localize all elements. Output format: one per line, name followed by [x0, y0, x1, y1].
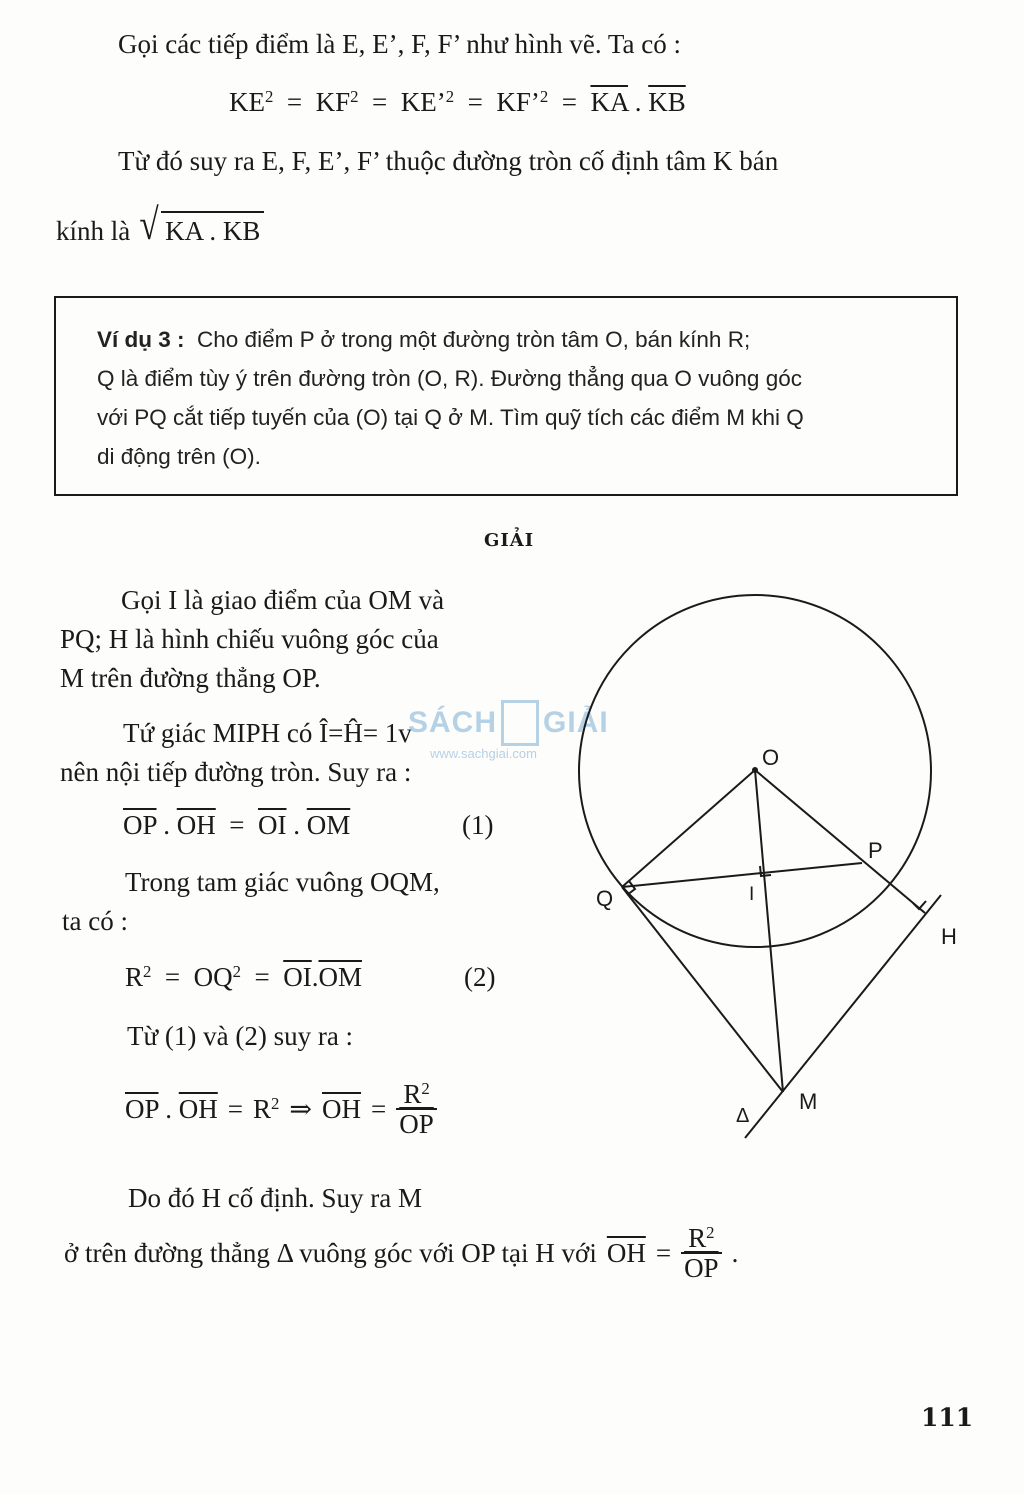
equation-1-tag: (1) [462, 810, 494, 840]
solution-p6: ở trên đường thẳng Δ vuông góc với OP tại H với $\overline{OH}$ = $\frac{R^2}{OP}$ . [64, 1222, 739, 1284]
tangent-qm [622, 887, 783, 1092]
right-angle-h [913, 901, 926, 909]
segment-op-h [755, 770, 925, 913]
label-p: P [868, 838, 883, 863]
solution-p2-line1: Tứ giác MIPH có Î=Ĥ= 1v [123, 718, 412, 748]
label-m: M [799, 1089, 818, 1114]
point-o [752, 767, 758, 773]
solution-p4: Từ (1) và (2) suy ra : [127, 1021, 354, 1051]
solution-p1-line1: Gọi I là giao điểm của OM và [121, 585, 445, 615]
example-label: Ví dụ 3 : [97, 327, 185, 352]
solution-p3-line1: Trong tam giác vuông OQM, [125, 867, 440, 897]
segment-oq [622, 770, 755, 887]
label-o: O [762, 745, 780, 770]
label-i: I [749, 884, 755, 905]
geometry-figure [560, 585, 980, 1145]
segment-om [755, 770, 783, 1092]
sqrt-expression: √ KA . KB [137, 203, 264, 247]
solution-p3-line2: ta có : [62, 906, 128, 936]
equation-ke-kf: $KE^2 = KF^2$ = KE’$^2$ = KF’$^2$ = $\overline{KA}$ . $\overline{KB}$ [229, 86, 686, 117]
fraction-r2-op: $\frac{R^2}{OP}$ [396, 1080, 437, 1139]
watermark: SÁCH GIẢI www.sachgiai.com [408, 700, 609, 761]
segment-qp [622, 863, 862, 887]
right-angle-i [760, 866, 771, 876]
line-delta [745, 895, 941, 1138]
solution-p5: Do đó H cố định. Suy ra M [128, 1183, 422, 1213]
label-delta: Δ [736, 1105, 750, 1127]
solution-heading: GIẢI [484, 530, 535, 551]
intro-line-4: kính là √ KA . KB [56, 203, 264, 247]
page-number: 111 [921, 1403, 974, 1432]
solution-p1-line3: M trên đường thẳng OP. [60, 663, 321, 693]
solution-p2-line2: nên nội tiếp đường tròn. Suy ra : [60, 757, 412, 787]
equation-2: $R^2 = OQ^2 = \overline{OI}.\overline{OM}$ [125, 961, 362, 992]
example-box [54, 296, 958, 496]
equation-3: $\overline{OP}$ . $\overline{OH}$ = $R^2$ ⇒ $\overline{OH}$ = $\frac{R^2}{OP}$ [125, 1080, 437, 1139]
fraction-r2-op-final: $\frac{R^2}{OP}$ [681, 1224, 722, 1283]
label-h: H [941, 924, 957, 949]
label-q: Q [596, 886, 614, 911]
right-angle-q [627, 881, 635, 895]
example-text: Ví dụ 3 : Cho điểm P ở trong một đường tròn tâm O, bán kính R; Q là điểm tùy ý trên đường tròn (O, R). Đường thẳng qua O vuông góc với PQ cắt tiếp tuyến của (O) tại Q ở M. Tìm quỹ tích các điểm M khi Q di động trên (O). [97, 327, 804, 469]
equation-2-tag: (2) [464, 962, 496, 992]
equation-1: $\overline{OP}$ . $\overline{OH} = \overline{OI}$ . $\overline{OM}$ [123, 810, 351, 840]
intro-line-3: Từ đó suy ra E, F, E’, F’ thuộc đường tròn cố định tâm K bán [118, 146, 779, 176]
watermark-logo-box [501, 700, 539, 746]
solution-p1-line2: PQ; H là hình chiếu vuông góc của [60, 624, 439, 654]
intro-line-1: Gọi các tiếp điểm là E, E’, F, F’ như hình vẽ. Ta có : [118, 29, 681, 59]
